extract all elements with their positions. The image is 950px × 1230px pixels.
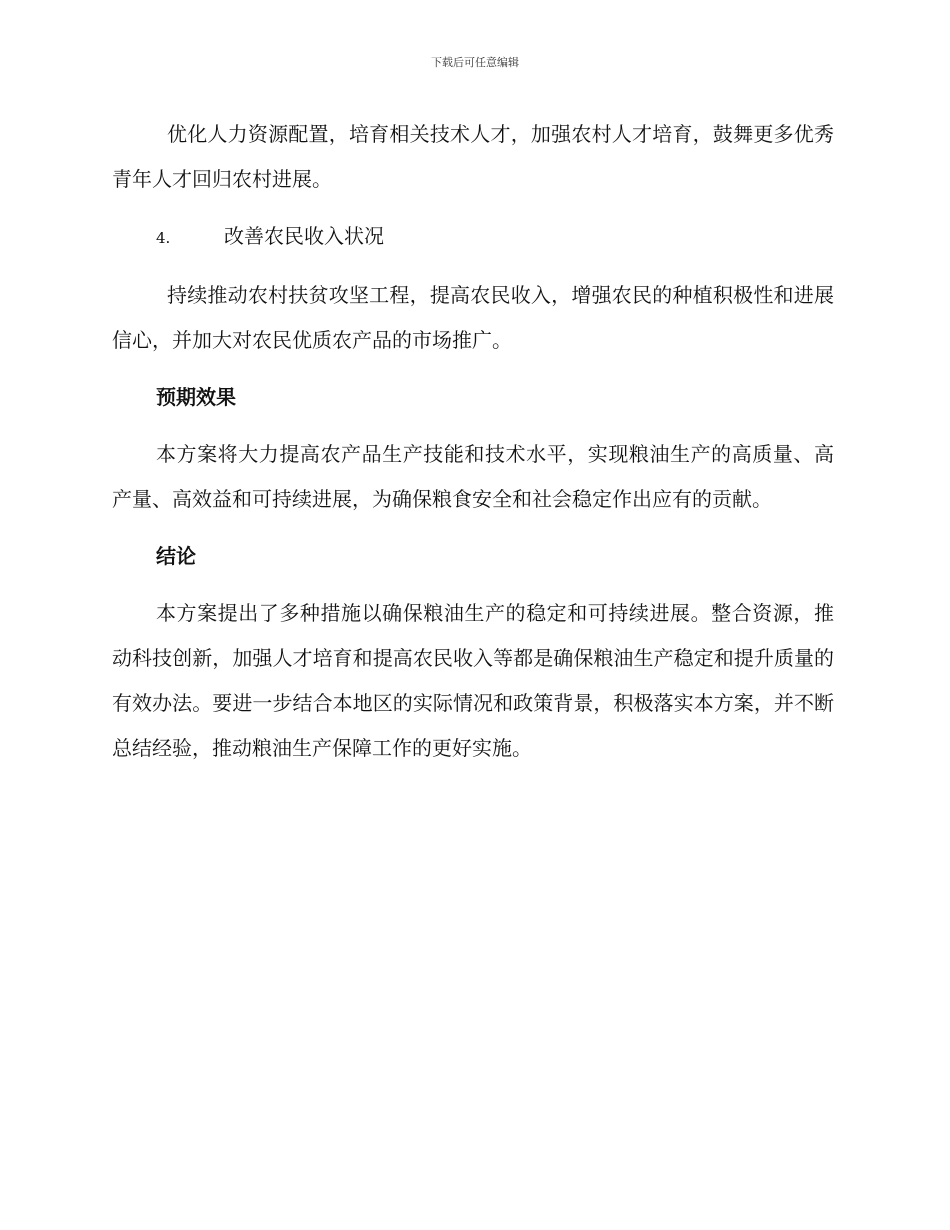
paragraph-income: 持续推动农村扶贫攻坚工程，提高农民收入，增强农民的种植积极性和进展信心，并加大对农民优质农产品的市场推广。 bbox=[112, 283, 834, 352]
paragraph-conclusion: 本方案提出了多种措施以确保粮油生产的稳定和可持续进展。整合资源，推动科技创新，加强人才培育和提高农民收入等都是确保粮油生产稳定和提升质量的有效办法。要进一步结合本地区的实际情况和政策背景，积极落实本方案，并不断总结经验，推动粮油生产保障工作的更好实施。 bbox=[112, 601, 834, 760]
list-item-4 bbox=[112, 214, 834, 261]
page-header: 下载后可任意编辑 bbox=[431, 56, 519, 69]
heading-expected-effect: 预期效果 bbox=[156, 385, 236, 409]
list-item-number: 4. bbox=[156, 229, 171, 247]
heading-conclusion: 结论 bbox=[156, 544, 196, 568]
list-item-label: 改善农民收入状况 bbox=[224, 224, 384, 248]
document-body bbox=[112, 112, 834, 771]
paragraph-talent: 优化人力资源配置，培育相关技术人才，加强农村人才培育，鼓舞更多优秀青年人才回归农村进展。 bbox=[112, 122, 834, 191]
paragraph-expected-effect: 本方案将大力提高农产品生产技能和技术水平，实现粮油生产的高质量、高产量、高效益和可持续进展，为确保粮食安全和社会稳定作出应有的贡献。 bbox=[112, 442, 834, 511]
